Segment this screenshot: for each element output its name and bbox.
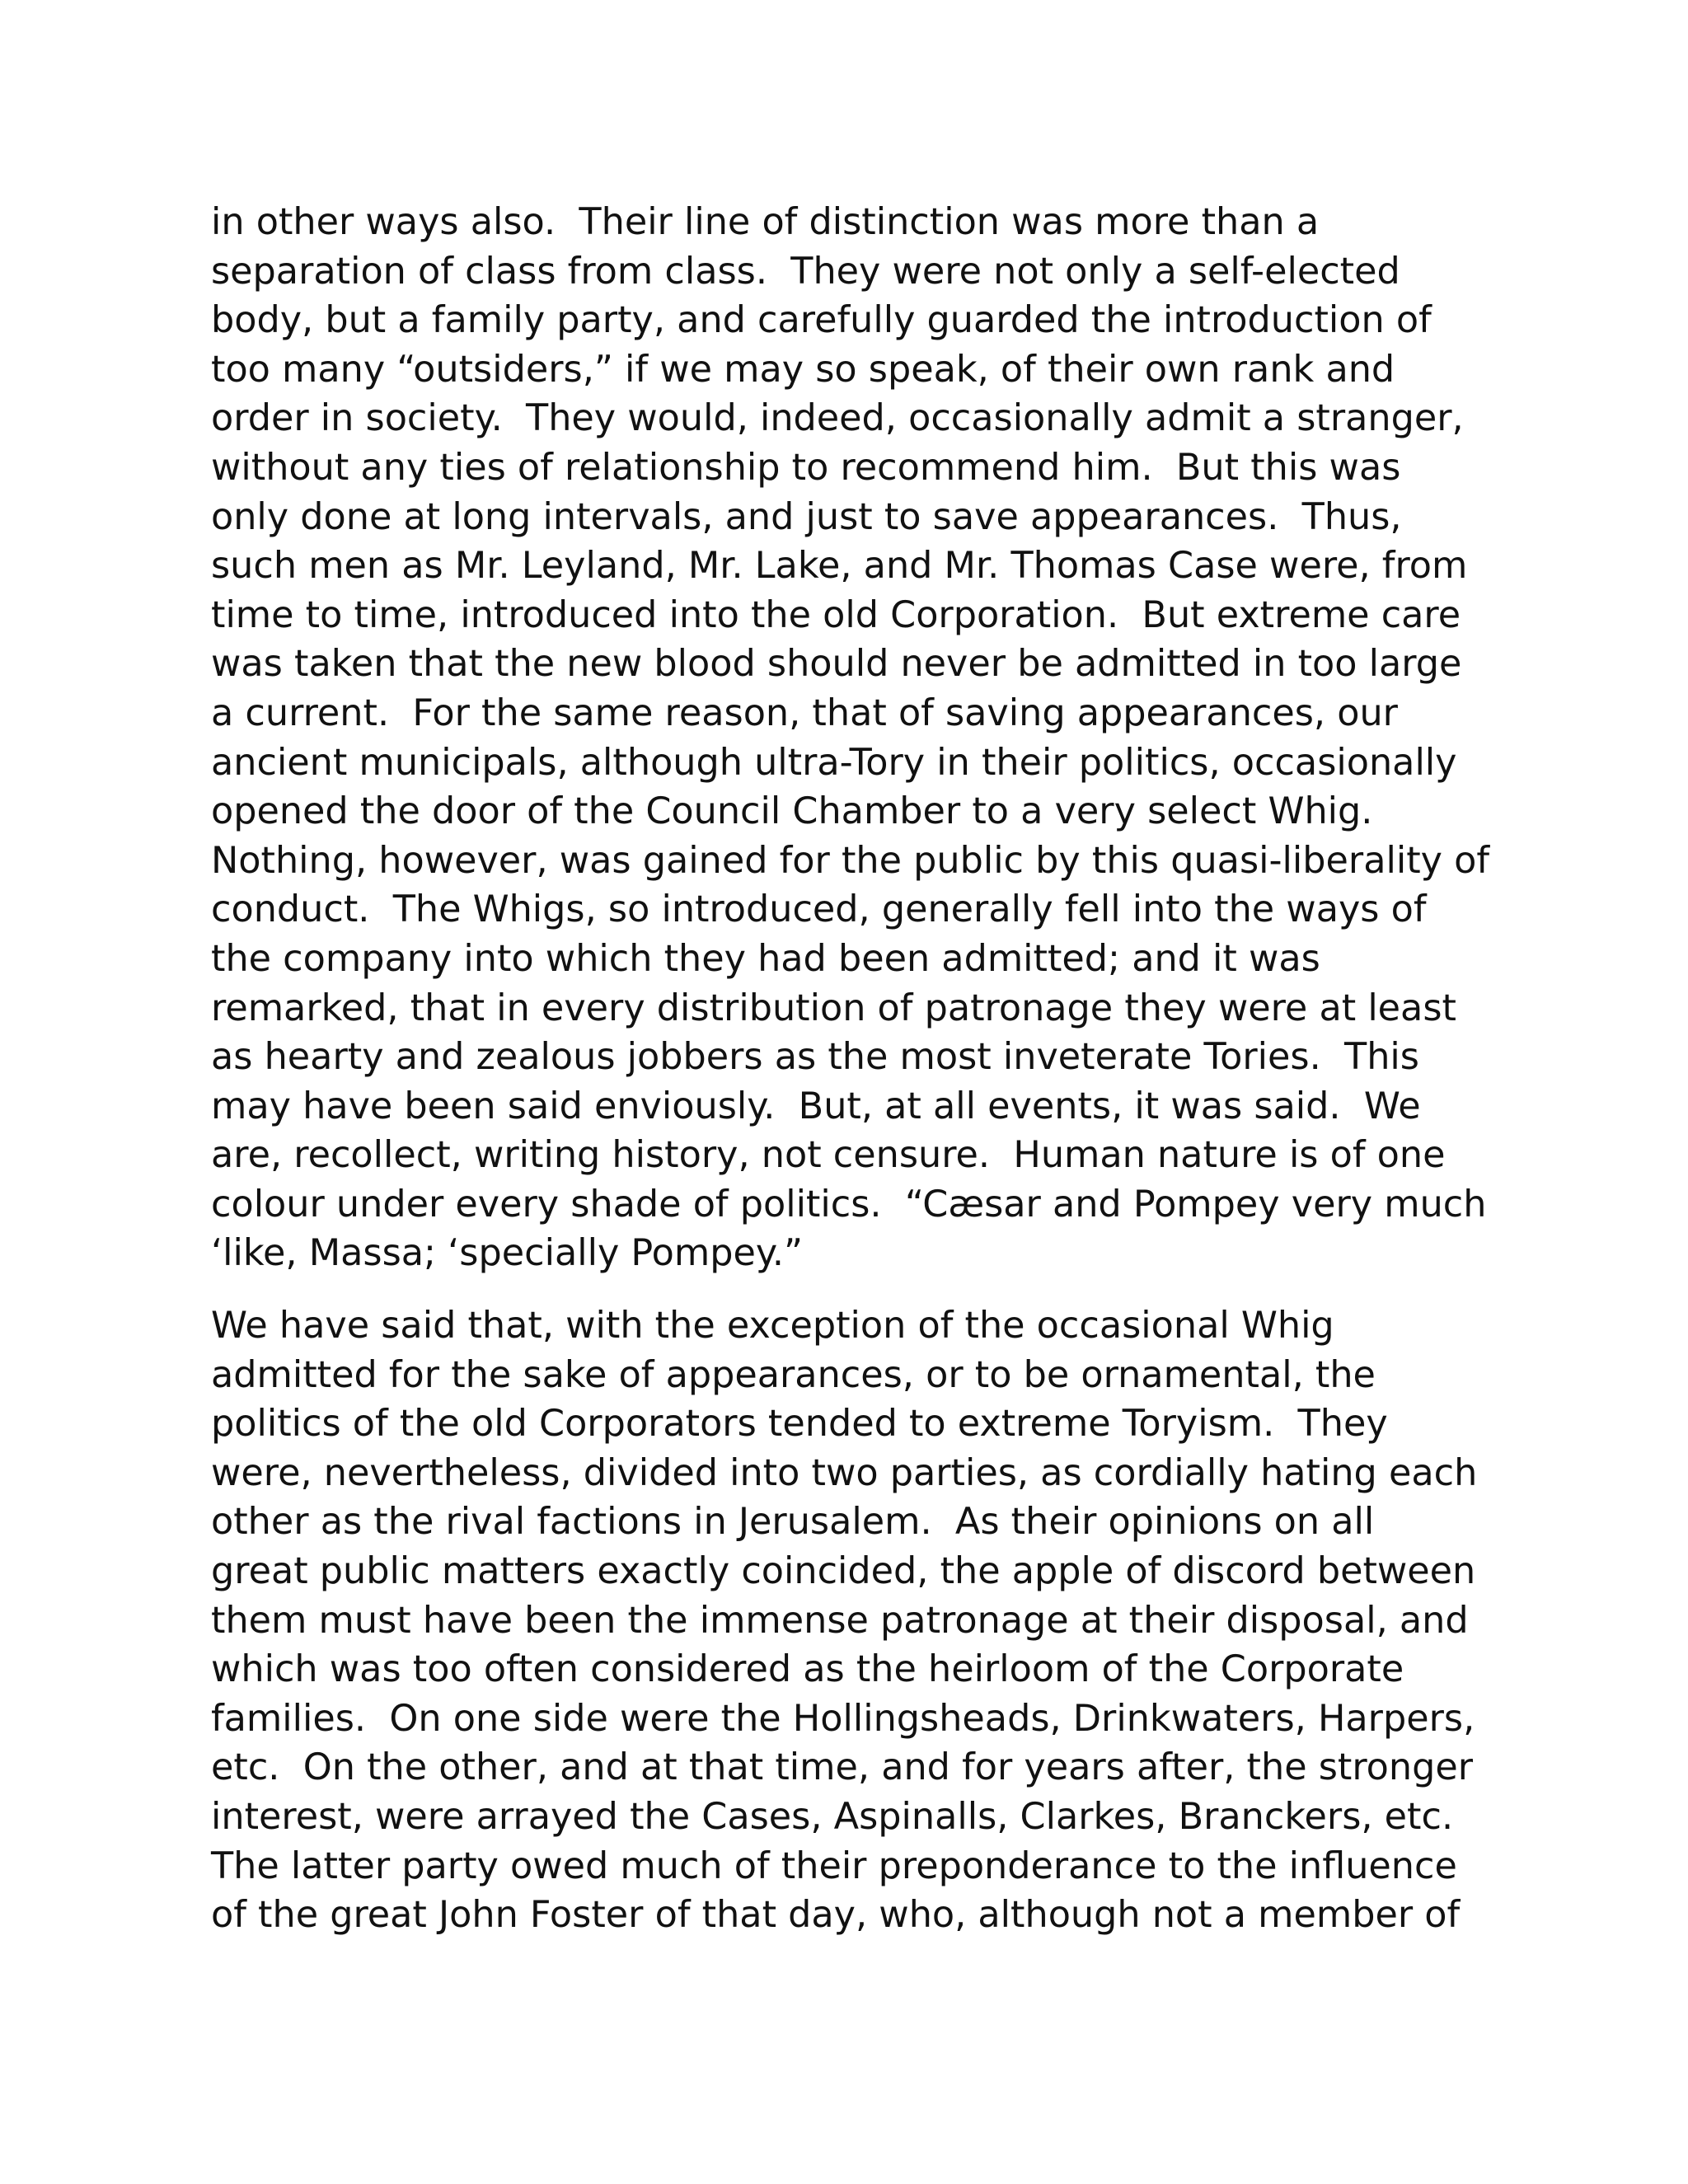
text-line: Nothing, however, was gained for the public by this quasi-liberality of (211, 839, 1490, 882)
text-line: great public matters exactly coincided, the apple of discord between (211, 1550, 1476, 1593)
text-line: families. On one side were the Hollingsheads, Drinkwaters, Harpers, (211, 1697, 1475, 1740)
text-line: separation of class from class. They were not only a self-elected (211, 250, 1400, 293)
text-line: as hearty and zealous jobbers as the most inveterate Tories. This (211, 1036, 1419, 1079)
text-line: colour under every shade of politics. “Cæsar and Pompey very much (211, 1183, 1487, 1226)
text-line: the company into which they had been admitted; and it was (211, 937, 1320, 980)
text-line: ancient municipals, although ultra-Tory in their politics, occasionally (211, 741, 1457, 784)
text-line: may have been said enviously. But, at all events, it was said. We (211, 1085, 1421, 1127)
text-line: other as the rival factions in Jerusalem. As their opinions on all (211, 1501, 1375, 1544)
text-line: conduct. The Whigs, so introduced, generally fell into the ways of (211, 888, 1427, 931)
text-line: etc. On the other, and at that time, and for years after, the stronger (211, 1746, 1474, 1789)
text-line: a current. For the same reason, that of saving appearances, our (211, 691, 1398, 734)
text-line: in other ways also. Their line of distinction was more than a (211, 201, 1320, 243)
paragraph-1 (211, 198, 1497, 1278)
text-line: time to time, introduced into the old Corporation. But extreme care (211, 593, 1461, 636)
text-line: was taken that the new blood should never be admitted in too large (211, 643, 1462, 686)
text-line: of the great John Foster of that day, who, although not a member of (211, 1894, 1461, 1937)
text-line: admitted for the sake of appearances, or to be ornamental, the (211, 1353, 1376, 1396)
text-line: only done at long intervals, and just to save appearances. Thus, (211, 495, 1402, 538)
text-line: politics of the old Corporators tended to extreme Toryism. They (211, 1403, 1388, 1446)
text-line: remarked, that in every distribution of patronage they were at least (211, 987, 1456, 1029)
text-line: ‘like, Massa; ‘specially Pompey.” (211, 1232, 804, 1275)
text-line: We have said that, with the exception of the occasional Whig (211, 1305, 1334, 1347)
text-line: opened the door of the Council Chamber to a very select Whig. (211, 790, 1373, 833)
text-line: too many “outsiders,” if we may so speak, of their own rank and (211, 348, 1395, 391)
text-line: are, recollect, writing history, not censure. Human nature is of one (211, 1134, 1446, 1177)
text-line: The latter party owed much of their preponderance to the influence (211, 1844, 1457, 1887)
text-line: interest, were arrayed the Cases, Aspinalls, Clarkes, Branckers, etc. (211, 1796, 1454, 1838)
text-line: such men as Mr. Leyland, Mr. Lake, and Mr. Thomas Case were, from (211, 545, 1468, 588)
text-line: them must have been the immense patronage at their disposal, and (211, 1599, 1469, 1642)
paragraph-spacer (211, 1278, 1497, 1301)
text-line: body, but a family party, and carefully guarded the introduction of (211, 299, 1432, 342)
body-text (211, 198, 1497, 1940)
text-line: were, nevertheless, divided into two parties, as cordially hating each (211, 1451, 1478, 1494)
paragraph-2 (211, 1301, 1497, 1940)
text-line: order in society. They would, indeed, occasionally admit a stranger, (211, 397, 1464, 440)
text-line: which was too often considered as the heirloom of the Corporate (211, 1648, 1404, 1691)
text-line: without any ties of relationship to recommend him. But this was (211, 446, 1401, 489)
